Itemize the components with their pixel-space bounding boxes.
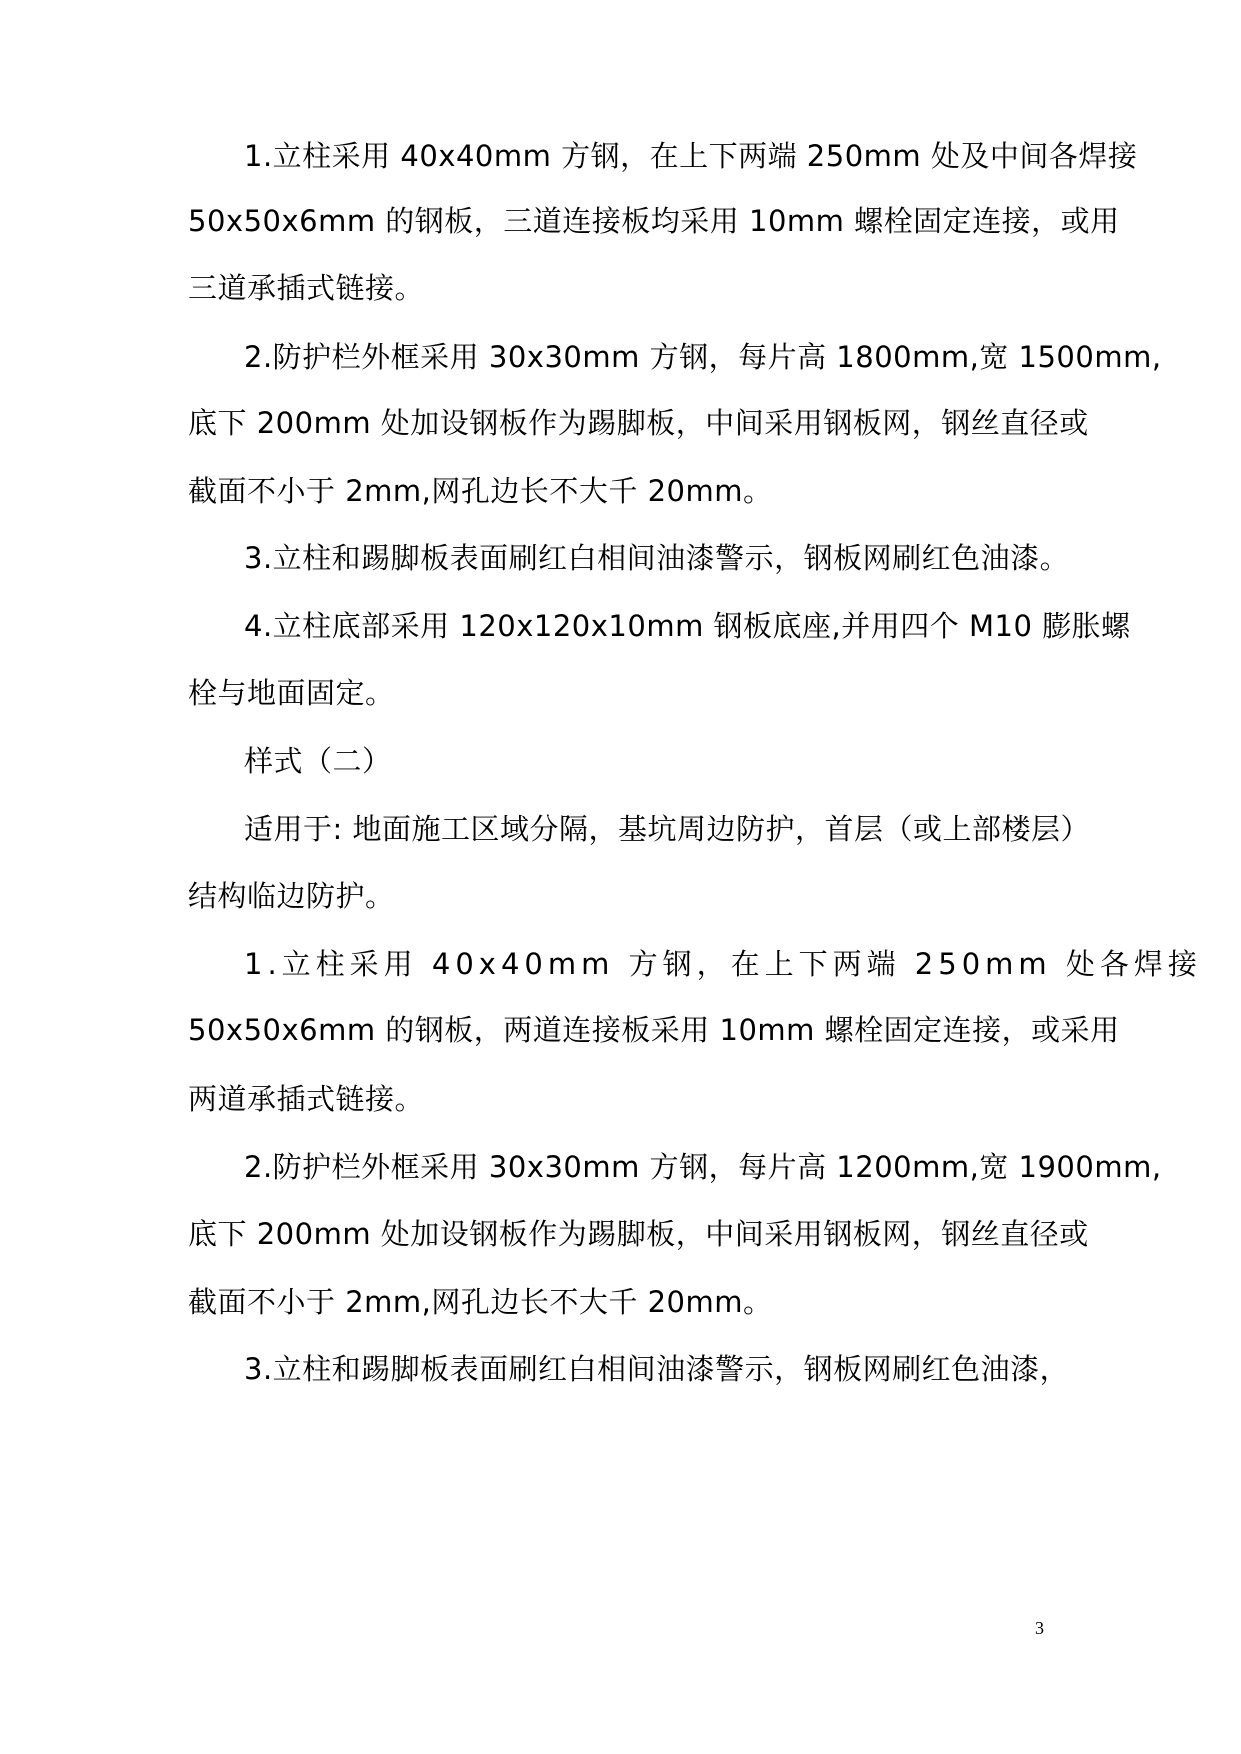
paragraph-line: 三道承插式链接。 xyxy=(188,271,425,305)
page-number: 3 xyxy=(1035,1618,1044,1638)
paragraph-line: 两道承插式链接。 xyxy=(188,1082,425,1116)
paragraph-line: 截面不小于 2mm,网孔边长不大千 20mm。 xyxy=(188,474,773,508)
section-heading: 样式（二） xyxy=(244,744,392,778)
paragraph-line: 结构临边防护。 xyxy=(188,879,395,913)
paragraph-line: 50x50x6mm 的钢板，三道连接板均采用 10mm 螺栓固定连接，或用 xyxy=(188,204,1120,238)
paragraph-line: 2.防护栏外框采用 30x30mm 方钢，每片高 1200mm,宽 1900mm, xyxy=(244,1150,1162,1184)
paragraph-line: 2.防护栏外框采用 30x30mm 方钢，每片高 1800mm,宽 1500mm, xyxy=(244,340,1162,374)
paragraph-line: 适用于: 地面施工区域分隔，基坑周边防护，首层（或上部楼层） xyxy=(244,812,1090,846)
paragraph-line: 截面不小于 2mm,网孔边长不大千 20mm。 xyxy=(188,1285,773,1319)
paragraph-line: 底下 200mm 处加设钢板作为踢脚板，中间采用钢板网，钢丝直径或 xyxy=(188,406,1089,440)
paragraph-line: 底下 200mm 处加设钢板作为踢脚板，中间采用钢板网，钢丝直径或 xyxy=(188,1217,1089,1251)
paragraph-line: 栓与地面固定。 xyxy=(188,676,395,710)
paragraph-line: 3.立柱和踢脚板表面刷红白相间油漆警示，钢板网刷红色油漆， xyxy=(244,1352,1070,1386)
paragraph-line: 4.立柱底部采用 120x120x10mm 钢板底座,并用四个 M10 膨胀螺 xyxy=(244,609,1131,643)
paragraph-line: 50x50x6mm 的钢板，两道连接板采用 10mm 螺栓固定连接，或采用 xyxy=(188,1013,1120,1047)
paragraph-line: 1.立柱采用 40x40mm 方钢，在上下两端 250mm 处及中间各焊接 xyxy=(244,139,1138,173)
paragraph-line: 1.立柱采用 40x40mm 方钢，在上下两端 250mm 处各焊接 xyxy=(244,947,1202,981)
paragraph-line: 3.立柱和踢脚板表面刷红白相间油漆警示，钢板网刷红色油漆。 xyxy=(244,541,1070,575)
